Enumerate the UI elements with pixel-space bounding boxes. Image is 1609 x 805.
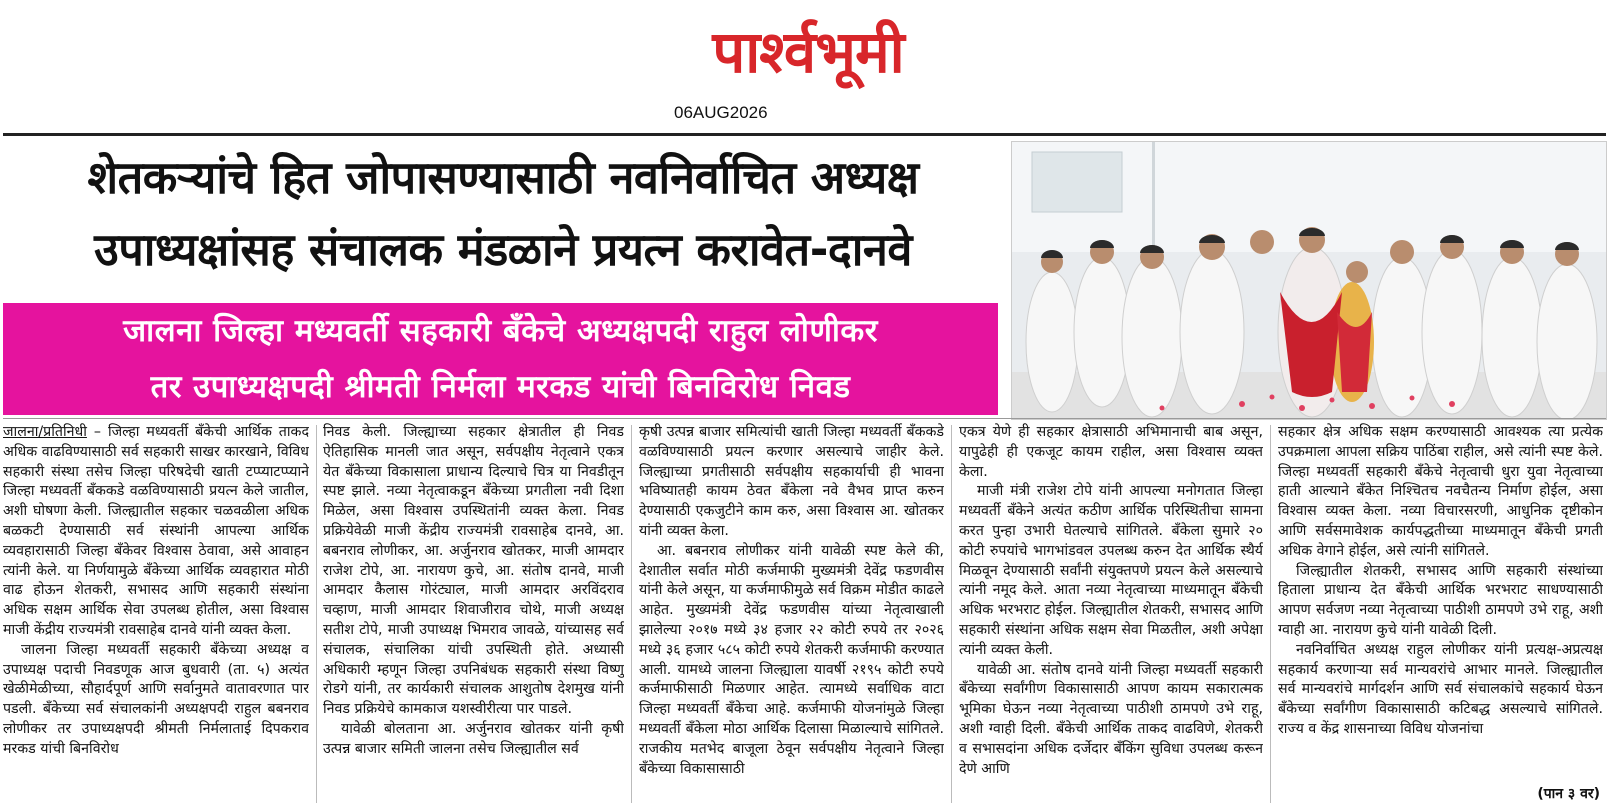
paragraph: माजी मंत्री राजेश टोपे यांनी आपल्या मनोगतात जिल्हा मध्यवर्ती बँकेने अत्यंत कठीण आर्थिक परिस्थितीचा सामना करत पुन्हा उभारी घेतल्याचे सांगितले. बँकेला सुमारे २० कोटी रुपयांचे भागभांडवल उपलब्ध करुन देत आर्थिक स्थैर्य मिळवून देण्यासाठी सर्वांनी संयुक्तपणे प्रयत्न केले असल्याचे त्यांनी नमूद केले. आता नव्या नेतृत्वाच्या माध्यमातून बँकेची अधिक भरभराट होईल. जिल्ह्यातील शेतकरी, सभासद आणि सहकारी संस्थांना अधिक सक्षम सेवा मिळतील, अशी अपेक्षा त्यांनी व्यक्त केली. (959, 483, 1263, 658)
article-column-4 (959, 423, 1263, 803)
publication-date: 06AUG2026 (674, 103, 768, 122)
paragraph: जिल्ह्यातील शेतकरी, सभासद आणि सहकारी संस्थांच्या हिताला प्राधान्य देत बँकेची आर्थिक भरभराट साधण्यासाठी आपण सर्वजण नव्या नेतृत्वाच्या पाठीशी ठामपणे उभे राहू, अशी ग्वाही आ. नारायण कुचे यांनी यावेळी दिली. (1278, 562, 1603, 638)
subheadline-line-1: जालना जिल्हा मध्यवर्ती सहकारी बँकेचे अध्यक्षपदी राहुल लोणीकर (123, 313, 878, 349)
paragraph: यावेळी आ. संतोष दानवे यांनी जिल्हा मध्यवर्ती सहकारी बँकेच्या सर्वांगीण विकासासाठी आपण कायम सकारात्मक भूमिका घेऊन नव्या नेतृत्वाच्या पाठीशी ठामपणे उभे राहू, अशी ग्वाही दिली. बँकेची आर्थिक ताकद वाढविणे, शेतकरी व सभासदांना अधिक दर्जेदार बँकिंग सुविधा उपलब्ध करून देणे आणि (959, 661, 1263, 777)
article-column-5 (1278, 423, 1603, 803)
subheadline-line-2: तर उपाध्यक्षपदी श्रीमती निर्मला मरकड यांची बिनविरोध निवड (150, 369, 851, 405)
paragraph: नवनिर्वाचित अध्यक्ष राहुल लोणीकर यांनी प्रत्यक्ष-अप्रत्यक्ष सहकार्य करणाऱ्या सर्व मान्यवरांचे आभार मानले. जिल्ह्यातील सर्व मान्यवरांचे मार्गदर्शन आणि सर्व संचालकांचे सहकार्य घेऊन बँकेच्या सर्वांगीण विकासासाठी कटिबद्ध असल्याचे सांगितले. राज्य व केंद्र शासनाच्या विविध योजनांचा (1278, 641, 1603, 737)
masthead-logo: पार्श्वभूमी (712, 18, 904, 86)
continued-on-page: (पान ३ वर) (1531, 784, 1600, 803)
paragraph: यावेळी बोलताना आ. अर्जुनराव खोतकर यांनी कृषी उत्पन्न बाजार समिती जालना तसेच जिल्ह्यातील सर्व (323, 720, 624, 757)
article-column-3 (639, 423, 944, 803)
column-divider (1270, 425, 1271, 803)
paragraph: एकत्र येणे ही सहकार क्षेत्रासाठी अभिमानाची बाब असून, यापुढेही ही एकजूट कायम राहील, असा विश्वास व्यक्त केला. (959, 424, 1263, 480)
headline-line-1: शेतकऱ्यांचे हित जोपासण्यासाठी नवनिर्वाचित अध्यक्ष (87, 151, 919, 204)
paragraph: जालना/प्रतिनिधी – जिल्हा मध्यवर्ती बँकेची आर्थिक ताकद अधिक वाढविण्यासाठी सर्व सहकारी साखर कारखाने, विविध सहकारी संस्था तसेच जिल्हा परिषदेची खाती टप्प्याटप्प्याने जिल्हा मध्यवर्ती बँककडे वळविण्यासाठी प्रयत्न केले जातील, अशी घोषणा केली. जिल्ह्यातील सहकार चळवळीला अधिक बळकटी देण्यासाठी सर्व संस्थांनी आपल्या आर्थिक व्यवहारासाठी जिल्हा बँकेवर विश्वास ठेवावा, असे आवाहन त्यांनी केले. या निर्णयामुळे बँकेच्या आर्थिक व्यवहारात मोठी वाढ होऊन शेतकरी, सभासद आणि सहकारी संस्थांना अधिक सक्षम आर्थिक सेवा उपलब्ध होतील, असा विश्वास माजी केंद्रीय राज्यमंत्री रावसाहेब दानवे यांनी व्यक्त केला. (3, 424, 309, 638)
headline (3, 142, 1003, 286)
column-divider (316, 425, 317, 803)
column-divider (951, 425, 952, 803)
paragraph: सहकार क्षेत्र अधिक सक्षम करण्यासाठी आवश्यक त्या प्रत्येक उपक्रमाला आपला सक्रिय पाठिंबा राहील, असे त्यांनी स्पष्ट केले. जिल्हा मध्यवर्ती सहकारी बँकेचे नेतृत्वाची धुरा युवा नेतृत्वाच्या हाती आल्याने बँकेत निश्चितच नवचैतन्य निर्माण होईल, असा विश्वास व्यक्त केला. नव्या विचारसरणी, आधुनिक दृष्टीकोन आणि सर्वसमावेशक कार्यपद्धतीच्या माध्यमातून बँकेची प्रगती अधिक वेगाने होईल, असे त्यांनी सांगितले. (1278, 424, 1603, 559)
news-photo (1011, 141, 1607, 420)
paragraph: जालना जिल्हा मध्यवर्ती सहकारी बँकेच्या अध्यक्ष व उपाध्यक्ष पदाची निवडणूक आज बुधवारी (ता. ५) अत्यंत खेळीमेळीच्या, सौहार्दपूर्ण आणि सर्वानुमते वातावरणात पार पडली. बँकेच्या सर्व संचालकांनी अध्यक्षपदी राहुल बबनराव लोणीकर तर उपाध्यक्षपदी श्रीमती निर्मलाताई दिपकराव मरकड यांची बिनविरोध (3, 641, 309, 757)
article-column-1 (3, 423, 309, 803)
article-body (3, 418, 1606, 805)
byline: जालना/प्रतिनिधी (3, 424, 87, 440)
paragraph: कृषी उत्पन्न बाजार समित्यांची खाती जिल्हा मध्यवर्ती बँककडे वळविण्यासाठी प्रयत्न करणार असल्याचे जाहीर केले. जिल्ह्याच्या प्रगतीसाठी सर्वपक्षीय सहकार्याची ही भावना भविष्यातही कायम ठेवत बँकेला नवे वैभव प्राप्त करुन देण्यासाठी एकजुटीने काम करु, असा विश्वास आ. खोतकर यांनी व्यक्त केला. (639, 424, 944, 539)
group-photo-image (1012, 142, 1606, 419)
paragraph: निवड केली. जिल्ह्याच्या सहकार क्षेत्रातील ही निवड ऐतिहासिक मानली जात असून, सर्वपक्षीय नेतृत्वाने एकत्र येत बँकेच्या विकासाला प्राधान्य दिल्याचे चित्र या निवडीतून स्पष्ट झाले. नव्या नेतृत्वाकडून बँकेच्या प्रगतीला नवी दिशा मिळेल, असा विश्वास उपस्थितांनी व्यक्त केला. निवड प्रक्रियेवेळी माजी केंद्रीय राज्यमंत्री रावसाहेब दानवे, आ. बबनराव लोणीकर, आ. अर्जुनराव खोतकर, माजी आमदार राजेश टोपे, आ. नारायण कुचे, आ. संतोष दानवे, माजी आमदार कैलास गोरंट्याल, माजी आमदार अरविंदराव चव्हाण, माजी आमदार शिवाजीराव चोथे, माजी अध्यक्ष सतीश टोपे, माजी उपाध्यक्ष भिमराव जावळे, यांच्यासह सर्व संचालक, संचालिका यांची उपस्थिती होते. अध्यासी अधिकारी म्हणून जिल्हा उपनिबंधक सहकारी संस्था विष्णु रोडगे यांनी, तर कार्यकारी संचालक आशुतोष देशमुख यांनी निवड प्रक्रियेचे कामकाज यशस्वीरीत्या पार पाडले. (323, 424, 624, 718)
column-divider (631, 425, 632, 803)
headline-line-2: उपाध्यक्षांसह संचालक मंडळाने प्रयत्न करावेत-दानवे (94, 223, 912, 276)
paragraph: आ. बबनराव लोणीकर यांनी यावेळी स्पष्ट केले की, देशातील सर्वात मोठी कर्जमाफी मुख्यमंत्री देवेंद्र फडणवीस यांनी केले असून, या कर्जमाफीमुळे सर्व विक्रम मोडीत काढले आहेत. मुख्यमंत्री देवेंद्र फडणवीस यांच्या नेतृत्वाखाली झालेल्या २०१७ मध्ये ३४ हजार २२ कोटी रुपये तर २०२६ मध्ये ३६ हजार ५८५ कोटी रुपये शेतकरी कर्जमाफी करण्यात आली. यामध्ये जालना जिल्ह्याला यावर्षी २१९५ कोटी रुपये कर्जमाफीसाठी मिळणार आहेत. त्यामध्ये सर्वाधिक वाटा जिल्हा मध्यवर्ती बँकेचा आहे. कर्जमाफी योजनांमुळे जिल्हा मध्यवर्ती बँकेला मोठा आर्थिक दिलासा मिळाल्याचे सांगितले. राजकीय मतभेद बाजूला ठेवून सर्वपक्षीय नेतृत्वाने जिल्हा बँकेच्या विकासासाठी (639, 542, 944, 777)
article-column-2 (323, 423, 624, 803)
subheadline-box (3, 303, 998, 415)
header-rule (3, 133, 1606, 136)
